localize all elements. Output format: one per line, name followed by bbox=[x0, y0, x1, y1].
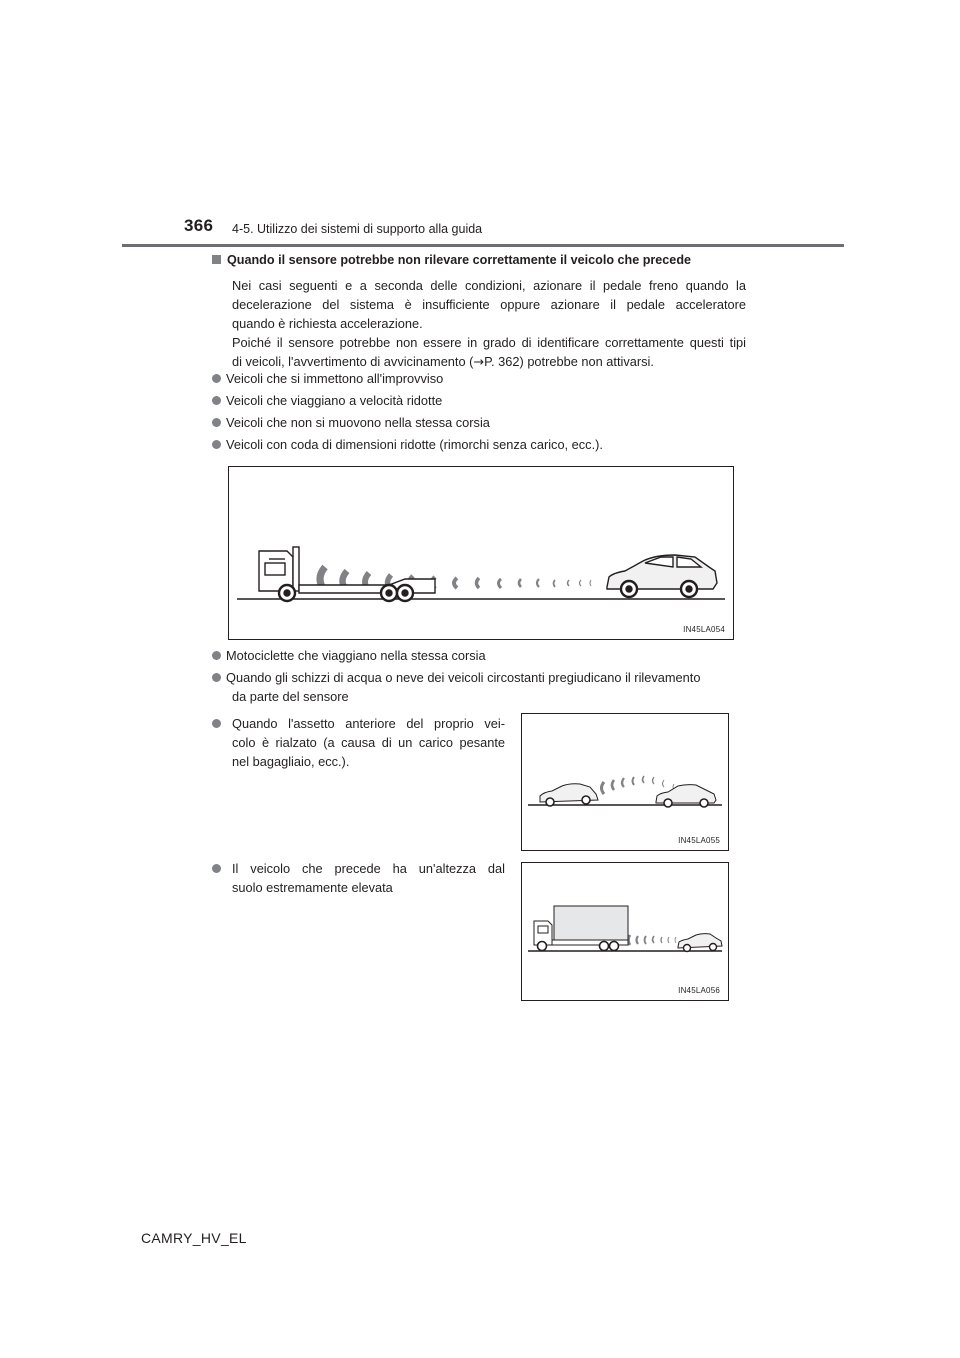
intro-paragraph bbox=[232, 276, 746, 372]
bullet-dot-icon bbox=[212, 374, 221, 383]
figure-raised-front-illustration bbox=[521, 713, 729, 851]
radar-waves-icon bbox=[629, 935, 677, 945]
bullet-dot-icon bbox=[212, 651, 221, 660]
bullet-dot-icon bbox=[212, 719, 221, 728]
model-code: CAMRY_HV_EL bbox=[141, 1230, 247, 1246]
page-number: 366 bbox=[184, 216, 214, 235]
item4-line-2: suolo estremamente elevata bbox=[232, 880, 393, 895]
intro-line-2: decelerazione del sistema è insufficiente oppure azionare il pedale acceleratore bbox=[232, 297, 746, 312]
intro-line-4: Poiché il sensore potrebbe non essere in grado di identificare correttamente questi tipi bbox=[232, 335, 746, 350]
raised-front-drawing bbox=[522, 714, 728, 850]
figure-code: IN45LA054 bbox=[683, 625, 725, 634]
item4-line-1: Il veicolo che precede ha un'altezza dal bbox=[232, 861, 505, 876]
figure-trailer-illustration bbox=[228, 466, 734, 640]
list-item-continuation: da parte del sensore bbox=[232, 689, 349, 704]
list-item-text: Motociclette che viaggiano nella stessa corsia bbox=[226, 648, 486, 663]
figure-code: IN45LA055 bbox=[678, 836, 720, 845]
intro-line-1: Nei casi seguenti e a seconda delle condizioni, azionare il pedale freno quando la bbox=[232, 278, 746, 293]
car-icon bbox=[607, 555, 717, 597]
section-title: 4-5. Utilizzo dei sistemi di supporto alla guida bbox=[232, 222, 483, 236]
page-reference[interactable]: P. 362) potrebbe non attivarsi. bbox=[484, 354, 654, 369]
bullet-dot-icon bbox=[212, 396, 221, 405]
arrow-right-icon: → bbox=[473, 355, 485, 370]
figure-high-truck-illustration bbox=[521, 862, 729, 1001]
intro-line-3: quando è richiesta accelerazione. bbox=[232, 316, 423, 331]
high-truck-drawing bbox=[522, 863, 728, 1000]
subsection-heading bbox=[212, 253, 691, 267]
list-item-text: Veicoli che si immettono all'improvviso bbox=[226, 371, 444, 386]
list-item-text: Veicoli con coda di dimensioni ridotte (rimorchi senza carico, ecc.). bbox=[226, 437, 603, 452]
heading-text: Quando il sensore potrebbe non rilevare correttamente il veicolo che precede bbox=[227, 253, 692, 267]
list-item bbox=[212, 668, 700, 687]
list-item-text-block bbox=[232, 859, 505, 897]
square-bullet-icon bbox=[212, 255, 221, 264]
list-item-text: Quando gli schizzi di acqua o neve dei veicoli circostanti pregiudicano il rilevamento bbox=[226, 670, 701, 685]
list-item bbox=[212, 413, 490, 432]
item3-line-3: nel bagagliaio, ecc.). bbox=[232, 754, 350, 769]
own-car-icon bbox=[540, 784, 598, 806]
list-item bbox=[212, 369, 443, 388]
list-item bbox=[212, 859, 226, 878]
truck-icon bbox=[534, 906, 628, 951]
bullet-dot-icon bbox=[212, 864, 221, 873]
bullet-dot-icon bbox=[212, 418, 221, 427]
car-icon bbox=[656, 785, 716, 807]
list-item bbox=[212, 435, 603, 454]
list-item bbox=[212, 646, 486, 665]
intro-line-5-pre: di veicoli, l'avvertimento di avvicinamento ( bbox=[232, 354, 474, 369]
list-item bbox=[212, 391, 442, 410]
list-item bbox=[212, 714, 226, 733]
list-item-text-block bbox=[232, 714, 505, 771]
figure-code: IN45LA056 bbox=[678, 986, 720, 995]
header-rule bbox=[122, 244, 844, 247]
trailer-and-car-drawing bbox=[229, 467, 733, 639]
list-item-text: Veicoli che viaggiano a velocità ridotte bbox=[226, 393, 443, 408]
bullet-dot-icon bbox=[212, 440, 221, 449]
list-item-text: Veicoli che non si muovono nella stessa corsia bbox=[226, 415, 490, 430]
item3-line-1: Quando l'assetto anteriore del proprio vei- bbox=[232, 716, 505, 731]
bullet-dot-icon bbox=[212, 673, 221, 682]
car-icon bbox=[678, 934, 722, 952]
item3-line-2: colo è rialzato (a causa di un carico pesante bbox=[232, 735, 505, 750]
